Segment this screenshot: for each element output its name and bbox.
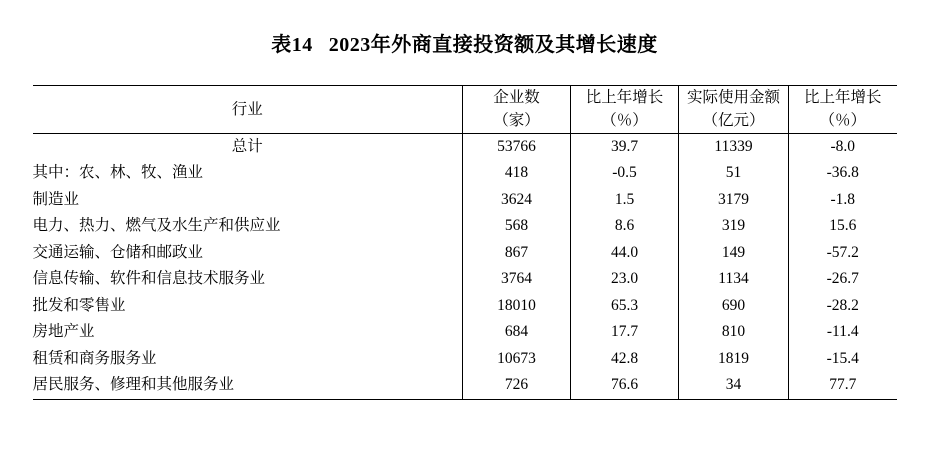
table-row [33,372,897,399]
cell-amount-growth: -28.2 [789,293,897,320]
cell-amount-growth: -8.0 [789,133,897,160]
cell-enterprises: 18010 [463,293,571,320]
cell-amount: 34 [679,372,789,399]
table-container [33,85,897,400]
cell-amount-growth: -11.4 [789,319,897,346]
page-title [0,0,929,57]
table-row [33,133,897,160]
cell-enterprises: 867 [463,240,571,267]
cell-amount: 149 [679,240,789,267]
cell-amount-growth: -15.4 [789,346,897,373]
cell-amount: 319 [679,213,789,240]
table-number: 表14 [271,34,313,56]
cell-amount-growth: -26.7 [789,266,897,293]
cell-growth: 1.5 [571,187,679,214]
cell-amount: 1819 [679,346,789,373]
cell-growth: 42.8 [571,346,679,373]
cell-amount-growth: -57.2 [789,240,897,267]
column-header-growth: 比上年增长 （％） [571,86,679,134]
column-header-industry: 行业 [33,86,463,134]
cell-growth: -0.5 [571,160,679,187]
table-row [33,319,897,346]
table-header [33,86,897,134]
cell-amount: 810 [679,319,789,346]
cell-enterprises: 418 [463,160,571,187]
cell-industry: 总计 [231,137,263,155]
header-row [33,86,897,134]
table-row [33,213,897,240]
cell-industry: 交通运输、仓储和邮政业 [32,243,204,261]
cell-enterprises: 726 [463,372,571,399]
cell-industry: 批发和零售业 [32,296,126,314]
cell-enterprises: 3624 [463,187,571,214]
cell-enterprises: 3764 [463,266,571,293]
cell-amount-growth: 15.6 [789,213,897,240]
cell-enterprises: 568 [463,213,571,240]
cell-growth: 8.6 [571,213,679,240]
cell-amount: 3179 [679,187,789,214]
table-row [33,266,897,293]
cell-growth: 39.7 [571,133,679,160]
cell-growth: 17.7 [571,319,679,346]
cell-enterprises: 684 [463,319,571,346]
cell-industry: 居民服务、修理和其他服务业 [33,372,463,399]
table-title-text: 2023年外商直接投资额及其增长速度 [328,34,658,56]
cell-amount-growth: -1.8 [789,187,897,214]
fdi-table [33,85,897,400]
column-header-enterprises: 企业数 （家） [463,86,571,134]
table-row [33,187,897,214]
table-row [33,346,897,373]
cell-amount: 51 [679,160,789,187]
table-body [33,133,897,399]
cell-industry: 制造业 [32,190,80,208]
cell-growth: 23.0 [571,266,679,293]
table-row [33,293,897,320]
cell-growth: 76.6 [571,372,679,399]
cell-industry: 房地产业 [32,323,95,340]
cell-industry: 租赁和商务服务业 [32,349,157,367]
cell-amount: 11339 [679,133,789,160]
cell-amount: 690 [679,293,789,320]
cell-amount-growth: -36.8 [789,160,897,187]
cell-growth: 44.0 [571,240,679,267]
cell-enterprises: 10673 [463,346,571,373]
cell-amount-growth: 77.7 [789,372,897,399]
cell-enterprises: 53766 [463,133,571,160]
cell-industry: 信息传输、软件和信息技术服务业 [32,270,266,287]
cell-industry: 电力、热力、燃气及水生产和供应业 [32,217,281,234]
cell-growth: 65.3 [571,293,679,320]
cell-industry: 其中：农、林、牧、渔业 [32,164,204,181]
column-header-amount: 实际使用金额 （亿元） [679,86,789,134]
table-row [33,240,897,267]
table-row [33,160,897,187]
column-header-amount-growth: 比上年增长 （％） [789,86,897,134]
cell-amount: 1134 [679,266,789,293]
